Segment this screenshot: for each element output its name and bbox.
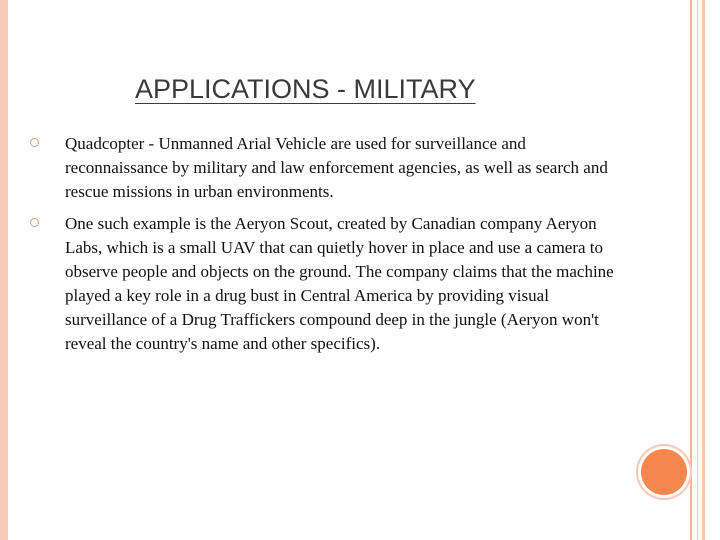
bullet-text: One such example is the Aeryon Scout, created by Canadian company Aeryon Labs, which is a small UAV that can quietly hover in place and use a camera to observe people and objects on the ground. The company claims that the machine played a key role in a drug bust in Central America by providing visual surveillance of a Drug Traffickers compound deep in the jungle (Aeryon won't reveal the country's name and other specifics). (65, 214, 614, 353)
right-border-rule (690, 0, 692, 540)
bullet-item (30, 132, 630, 204)
decorative-orange-circle (641, 449, 687, 495)
right-border-rule (702, 0, 705, 540)
left-border-stripe (0, 0, 8, 540)
bullet-circle-icon (30, 138, 39, 147)
bullet-circle-icon (30, 218, 39, 227)
bullet-item (30, 212, 630, 356)
slide-title: APPLICATIONS - MILITARY (135, 74, 476, 104)
right-border-rule (697, 0, 698, 540)
bullet-text: Quadcopter - Unmanned Arial Vehicle are used for surveillance and reconnaissance by military and law enforcement agencies, as well as search and rescue missions in urban environments. (65, 134, 608, 201)
bullet-list (30, 132, 630, 364)
